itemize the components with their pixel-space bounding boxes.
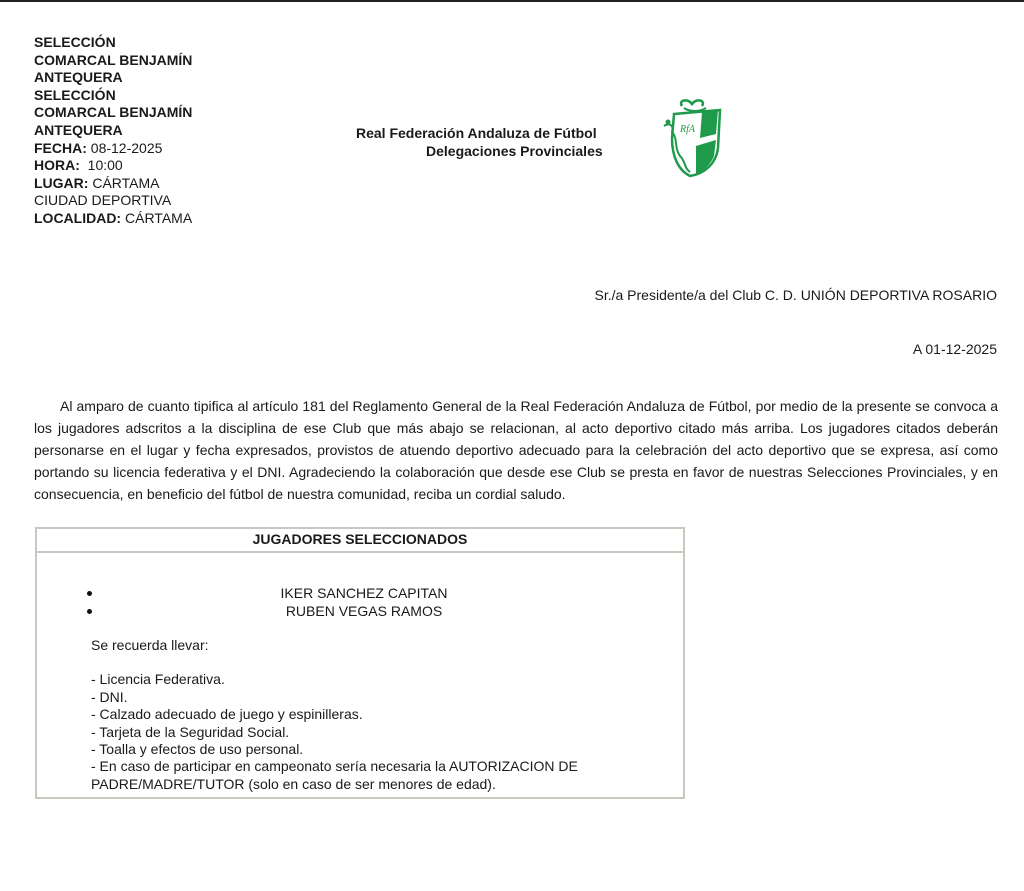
- fecha-label: FECHA:: [34, 139, 87, 156]
- event-title-line: SELECCIÓN: [34, 34, 116, 50]
- org-name: Real Federación Andaluza de Fútbol: [356, 125, 597, 141]
- table-heading: JUGADORES SELECCIONADOS: [37, 529, 683, 553]
- reminder-item: - Calzado adecuado de juego y espinilleras.: [91, 706, 363, 723]
- event-title-line: COMARCAL BENJAMÍN: [34, 51, 193, 68]
- hora-label: HORA:: [34, 157, 80, 174]
- selected-players-table: [35, 527, 685, 799]
- lugar-value: CÁRTAMA: [88, 174, 160, 191]
- event-details: [34, 34, 192, 228]
- localidad-label: LOCALIDAD:: [34, 209, 122, 226]
- hora-value: 10:00: [79, 157, 123, 174]
- organization-header: [356, 124, 603, 160]
- recipient-line: Sr./a Presidente/a del Club C. D. UNIÓN DEPORTIVA ROSARIO: [594, 287, 997, 303]
- reminder-section: [91, 637, 578, 793]
- player-item: [37, 602, 683, 620]
- lugar-value-2: CIUDAD DEPORTIVA: [34, 192, 172, 209]
- fecha-value: 08-12-2025: [86, 139, 163, 156]
- localidad-row: [34, 210, 192, 228]
- reminder-item: - DNI.: [91, 688, 128, 705]
- hora-row: [34, 157, 192, 175]
- fecha-row: [34, 140, 192, 158]
- players-list: [37, 584, 683, 620]
- reminder-item: - En caso de participar en campeonato sería necesaria la AUTORIZACION DE: [91, 758, 578, 775]
- player-name: IKER SANCHEZ CAPITAN: [280, 585, 448, 601]
- svg-text:RfA: RfA: [680, 124, 695, 135]
- player-item: [37, 584, 683, 602]
- reminder-item: - Tarjeta de la Seguridad Social.: [91, 723, 290, 740]
- event-title-line: ANTEQUERA: [34, 69, 123, 86]
- org-subtitle: Delegaciones Provinciales: [426, 143, 603, 159]
- reminder-item: PADRE/MADRE/TUTOR (solo en caso de ser menores de edad).: [91, 775, 496, 792]
- lugar-label: LUGAR:: [34, 174, 89, 191]
- event-title-line: SELECCIÓN: [34, 86, 116, 103]
- player-name: RUBEN VEGAS RAMOS: [285, 603, 443, 619]
- event-title-line: ANTEQUERA: [34, 121, 123, 138]
- reminder-item: - Toalla y efectos de uso personal.: [91, 741, 304, 758]
- reminder-item: - Licencia Federativa.: [91, 671, 225, 688]
- letter-body: Al amparo de cuanto tipifica al artículo 181 del Reglamento General de la Real Federación Andaluza de Fútbol, por medio de la presente se convoca a los jugadores adscritos a la disciplina de ese Club que más abajo se relacionan, al acto deportivo citado más arriba. Los jugadores citados deberán personarse en el lugar y fecha expresados, provistos de atuendo deportivo adecuado para la celebración del acto deportivo que se expresa, así como portando su licencia federativa y el DNI. Agradeciendo la colaboración que desde ese Club se presta en favor de nuestras Selecciones Provinciales, y en consecuencia, en beneficio del fútbol de nuestra comunidad, reciba un cordial saludo.: [34, 398, 998, 502]
- reminder-title: Se recuerda llevar:: [91, 637, 209, 653]
- localidad-value: CÁRTAMA: [121, 209, 193, 226]
- lugar-row: [34, 175, 192, 193]
- top-border: [0, 0, 1024, 2]
- rfaf-logo: [660, 98, 728, 178]
- bullet-icon: [87, 591, 92, 596]
- rfaf-shield-icon: [660, 98, 728, 178]
- letter-date: A 01-12-2025: [912, 341, 997, 357]
- bullet-icon: [87, 609, 92, 614]
- event-title-line: COMARCAL BENJAMÍN: [34, 104, 193, 121]
